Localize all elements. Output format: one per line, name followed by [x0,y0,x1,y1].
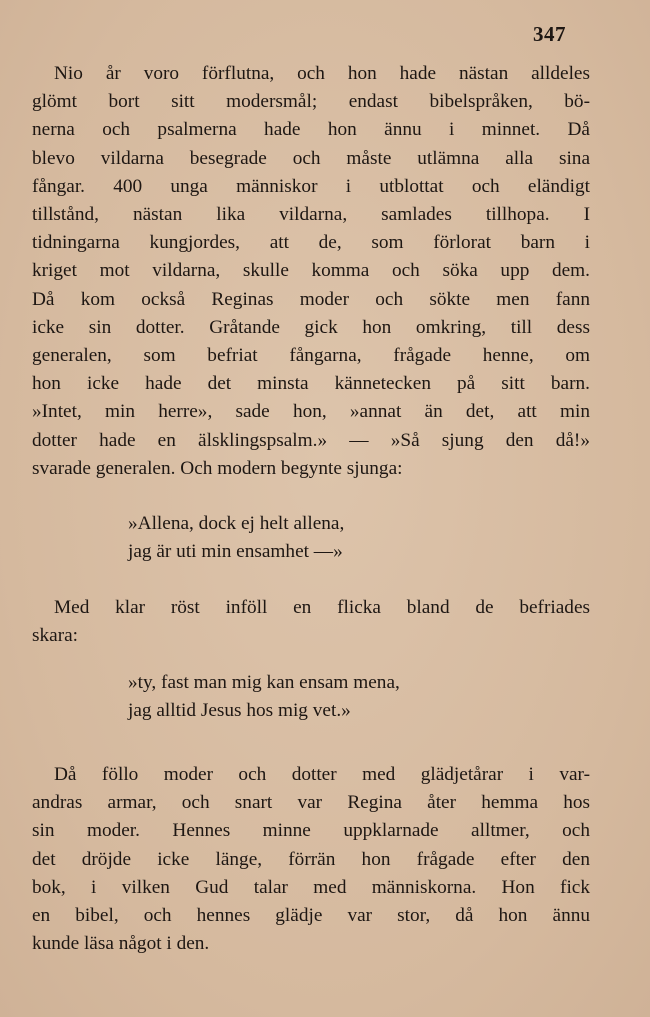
text-line: fångar. 400 unga människor i utblottat och eländigt [32,175,590,197]
text-line: Då föllo moder och dotter med glädjetårar i var- [54,764,590,785]
text-line: Med klar röst inföll en flicka bland de befriades [54,597,590,618]
text-line: »Intet, min herre», sade hon, »annat än det, att min [32,401,590,423]
text-line: generalen, som befriat fångarna, frågade henne, om [32,345,590,367]
verse-line: jag är uti min ensamhet —» [128,541,343,563]
text-line: en bibel, och hennes glädje var stor, då hon ännu [32,905,590,927]
text-line: glömt bort sitt modersmål; endast bibelspråken, bö- [32,91,590,113]
text-line: Då kom också Reginas moder och sökte men fann [32,288,590,310]
text-line: nerna och psalmerna hade hon ännu i minnet. Då [32,119,590,141]
text-line: tidningarna kungjordes, att de, som förlorat barn i [32,232,590,254]
verse-2 [128,669,400,725]
paragraph-2 [32,594,590,650]
paragraph-1 [32,60,590,483]
verse-line: »Allena, dock ej helt allena, [128,513,345,534]
text-line: icke sin dotter. Gråtande gick hon omkring, till dess [32,316,590,338]
text-line: det dröjde icke länge, förrän hon frågade efter den [32,848,590,870]
verse-line: jag alltid Jesus hos mig vet.» [128,700,351,722]
text-line: skara: [32,625,79,647]
text-line: hon icke hade det minsta kännetecken på sitt barn. [32,373,590,395]
verse-line: »ty, fast man mig kan ensam mena, [128,672,400,693]
text-line: Nio år voro förflutna, och hon hade nästan alldeles [54,63,590,84]
paragraph-3 [32,761,590,958]
text-line: tillstånd, nästan lika vildarna, samlades tillhopa. I [32,204,590,226]
text-line: kriget mot vildarna, skulle komma och söka upp dem. [32,260,590,282]
text-line: sin moder. Hennes minne uppklarnade alltmer, och [32,820,590,842]
text-line: blevo vildarna besegrade och måste utlämna alla sina [32,147,590,169]
text-line: dotter hade en älsklingspsalm.» — »Så sjung den då!» [32,429,590,451]
text-line: svarade generalen. Och modern begynte sjunga: [32,457,403,479]
text-line: andras armar, och snart var Regina åter hemma hos [32,792,590,814]
text-line: bok, i vilken Gud talar med människorna. Hon fick [32,876,590,898]
text-line: kunde läsa något i den. [32,933,210,955]
page-number: 347 [533,22,566,46]
verse-1 [128,510,344,566]
